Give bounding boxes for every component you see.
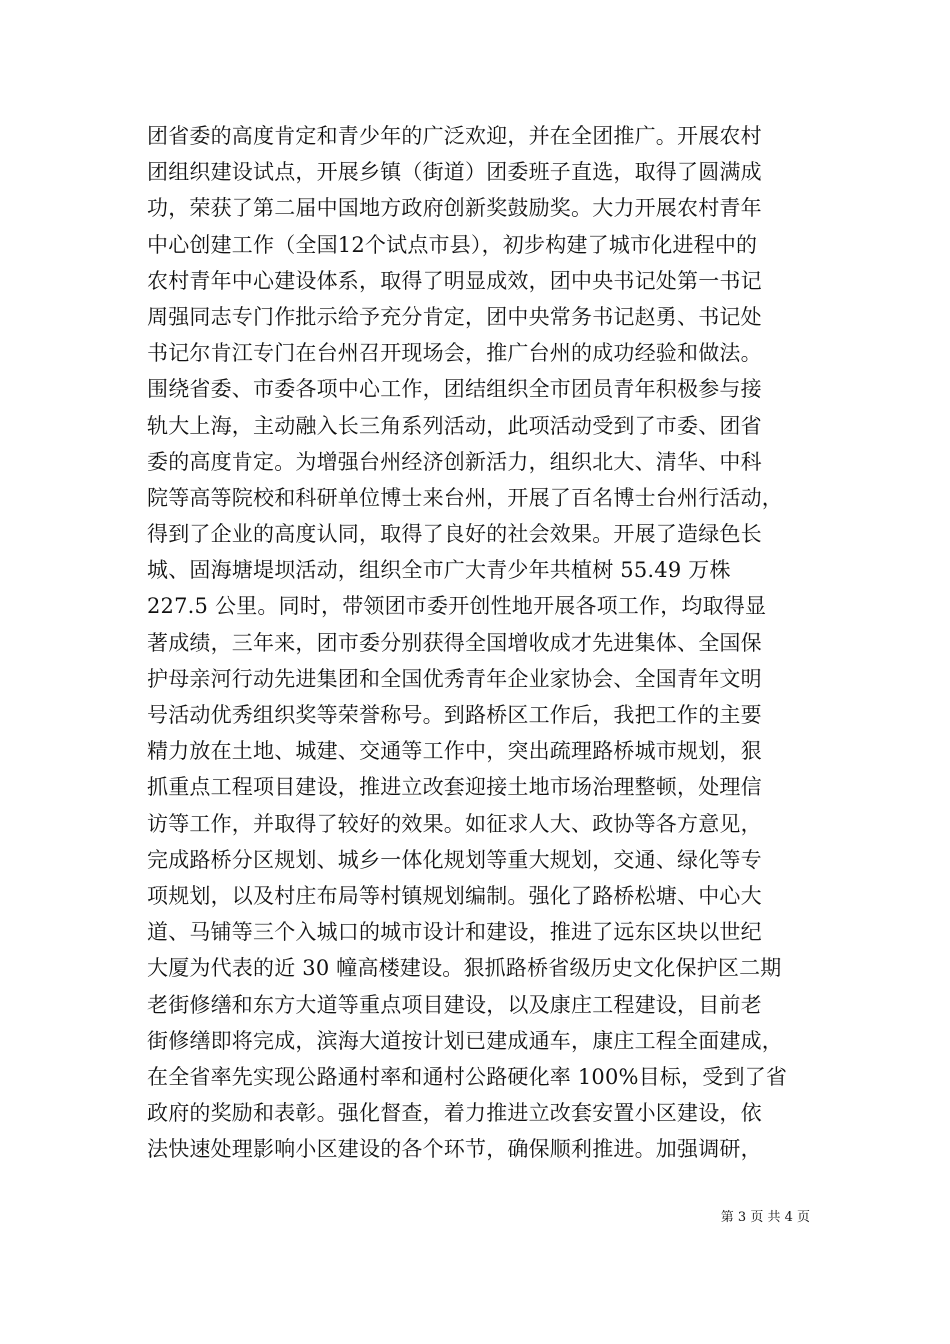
text-line: 著成绩，三年来，团市委分别获得全国增收成才先进集体、全国保 <box>147 630 762 655</box>
text-line: 围绕省委、市委各项中心工作，团结组织全市团员青年积极参与接 <box>147 377 762 402</box>
text-line: 政府的奖励和表彰。强化督查，着力推进立改套安置小区建设，依 <box>147 1101 762 1126</box>
text-line: 团省委的高度肯定和青少年的广泛欢迎，并在全团推广。开展农村 <box>147 124 762 148</box>
text-line: 大厦为代表的近 30 幢高楼建设。狠抓路桥省级历史文化保护区二期 <box>147 956 782 981</box>
text-line: 抓重点工程项目建设，推进立改套迎接土地市场治理整顿，处理信 <box>147 775 762 800</box>
text-line: 街修缮即将完成，滨海大道按计划已建成通车，康庄工程全面建成， <box>147 1028 783 1053</box>
text-line: 院等高等院校和科研单位博士来台州，开展了百名博士台州行活动， <box>147 485 783 510</box>
text-line: 精力放在土地、城建、交通等工作中，突出疏理路桥城市规划，狠 <box>147 739 762 764</box>
page-number-footer: 第 3 页 共 4 页 <box>720 1210 810 1225</box>
text-line: 得到了企业的高度认同，取得了良好的社会效果。开展了造绿色长 <box>147 522 762 547</box>
text-line: 老街修缮和东方大道等重点项目建设，以及康庄工程建设，目前老 <box>147 992 762 1017</box>
text-line: 周强同志专门作批示给予充分肯定，团中央常务书记赵勇、书记处 <box>147 304 762 329</box>
text-line: 功，荣获了第二届中国地方政府创新奖鼓励奖。大力开展农村青年 <box>147 196 762 221</box>
text-line: 在全省率先实现公路通村率和通村公路硬化率 100%目标，受到了省 <box>147 1064 788 1089</box>
text-line: 团组织建设试点，开展乡镇（街道）团委班子直选，取得了圆满成 <box>147 160 762 185</box>
text-line: 轨大上海，主动融入长三角系列活动，此项活动受到了市委、团省 <box>147 413 762 438</box>
text-line: 号活动优秀组织奖等荣誉称号。到路桥区工作后，我把工作的主要 <box>147 703 762 727</box>
text-line: 中心创建工作（全国12个试点市县），初步构建了城市化进程中的 <box>147 232 758 257</box>
text-line: 护母亲河行动先进集团和全国优秀青年企业家协会、全国青年文明 <box>147 666 762 691</box>
text-line: 项规划，以及村庄布局等村镇规划编制。强化了路桥松塘、中心大 <box>147 883 762 908</box>
text-line: 227.5 公里。同时，带领团市委开创性地开展各项工作，均取得显 <box>147 594 767 619</box>
text-line: 书记尔肯江专门在台州召开现场会，推广台州的成功经验和做法。 <box>147 341 762 366</box>
text-line: 道、马铺等三个入城口的城市设计和建设，推进了远东区块以世纪 <box>147 920 762 945</box>
text-line: 访等工作，并取得了较好的效果。如征求人大、政协等各方意见， <box>147 811 762 836</box>
text-line: 法快速处理影响小区建设的各个环节，确保顺利推进。加强调研， <box>147 1137 762 1162</box>
text-line: 委的高度肯定。为增强台州经济创新活力，组织北大、清华、中科 <box>147 449 762 474</box>
text-line: 完成路桥分区规划、城乡一体化规划等重大规划，交通、绿化等专 <box>147 847 762 872</box>
body-text <box>147 118 827 1167</box>
text-line: 农村青年中心建设体系，取得了明显成效，团中央书记处第一书记 <box>147 268 762 293</box>
text-line: 城、固海塘堤坝活动，组织全市广大青少年共植树 55.49 万株 <box>147 558 731 583</box>
